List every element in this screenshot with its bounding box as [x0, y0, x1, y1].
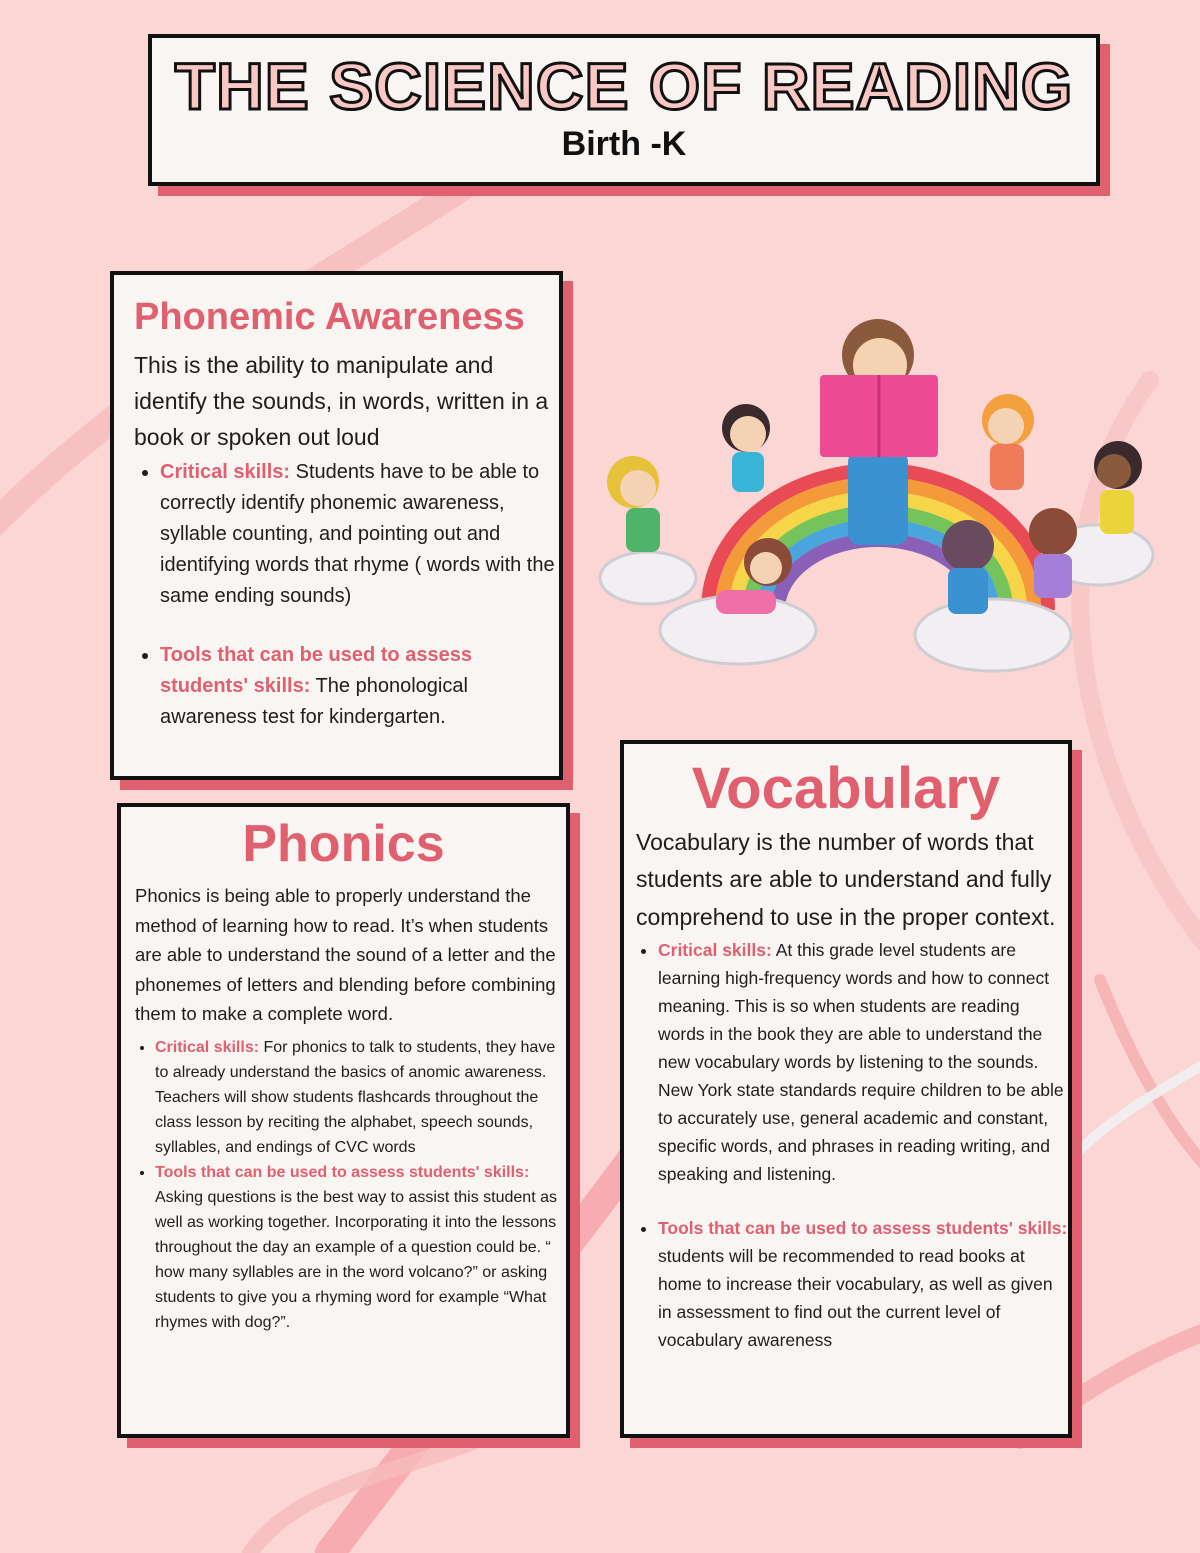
- bullet-label: Tools that can be used to assess students' skills:: [155, 1163, 530, 1181]
- vocabulary-list: [636, 936, 1068, 1354]
- bullet-text: At this grade level students are learning high-frequency words and how to connect meaning. This is so when students are reading words in the book they are able to understand the new vocabulary words by listening to the sounds. New York state standards require children to be able to accurately use, general academic and constant, specific words, and phrases in reading writing, and speaking and listening.: [658, 940, 1064, 1185]
- list-item: [160, 640, 559, 733]
- phonemic-awareness-heading: Phonemic Awareness: [134, 296, 525, 338]
- vocabulary-heading: Vocabulary: [691, 756, 1001, 821]
- teacher-reading-illustration: [598, 310, 1158, 690]
- bullet-label: Critical skills:: [160, 460, 291, 483]
- title-card: [148, 34, 1100, 186]
- phonemic-awareness-list: [134, 457, 559, 733]
- list-item: [155, 1160, 566, 1335]
- phonics-heading: Phonics: [242, 815, 445, 873]
- bullet-label: Tools that can be used to assess students' skills:: [658, 1218, 1068, 1239]
- vocabulary-intro: Vocabulary is the number of words that students are able to understand and fully comprehend to use in the proper context.: [636, 828, 1056, 930]
- list-item: [160, 457, 559, 612]
- list-item: [658, 1214, 1068, 1354]
- phonics-intro: Phonics is being able to properly understand the method of learning how to read. It’s when students are able to understand the sound of a letter and the phonemes of letters and blending before combining them to make a complete word.: [135, 885, 556, 1025]
- bullet-text: For phonics to talk to students, they have to already understand the basics of anomic awareness. Teachers will show students flashcards throughout the class lesson by reciting the alphabet, speech sounds, syllables, and endings of CVC words: [155, 1038, 556, 1156]
- page-title: THE SCIENCE OF READING: [174, 49, 1074, 123]
- phonics-card: [117, 803, 570, 1438]
- bullet-text: students will be recommended to read books at home to increase their vocabulary, as well as given in assessment to find out the current level of vocabulary awareness: [658, 1246, 1053, 1351]
- bullet-text: Students have to be able to correctly identify phonemic awareness, syllable counting, and pointing out and identifying words that rhyme ( words with the same ending sounds): [160, 460, 555, 607]
- bullet-label: Tools that can be used to assess students' skills:: [160, 643, 472, 697]
- bullet-label: Critical skills:: [155, 1038, 260, 1056]
- phonics-list: [135, 1035, 566, 1335]
- bullet-label: Critical skills:: [658, 940, 772, 961]
- bullet-text: Asking questions is the best way to assist this student as well as working together. Incorporating it into the lessons throughout the day an example of a question could be. “ how many syllables are in the word volcano?” or asking students to give you a rhyming word for example “What rhymes with dog?”.: [155, 1188, 557, 1331]
- phonemic-awareness-intro: This is the ability to manipulate and identify the sounds, in words, written in a book or spoken out loud: [134, 351, 549, 450]
- vocabulary-card: [620, 740, 1072, 1438]
- page-subtitle: Birth -K: [561, 125, 687, 164]
- list-item: [155, 1035, 566, 1160]
- phonemic-awareness-card: [110, 271, 563, 780]
- bullet-text: The phonological awareness test for kindergarten.: [160, 674, 468, 728]
- list-item: [658, 936, 1068, 1188]
